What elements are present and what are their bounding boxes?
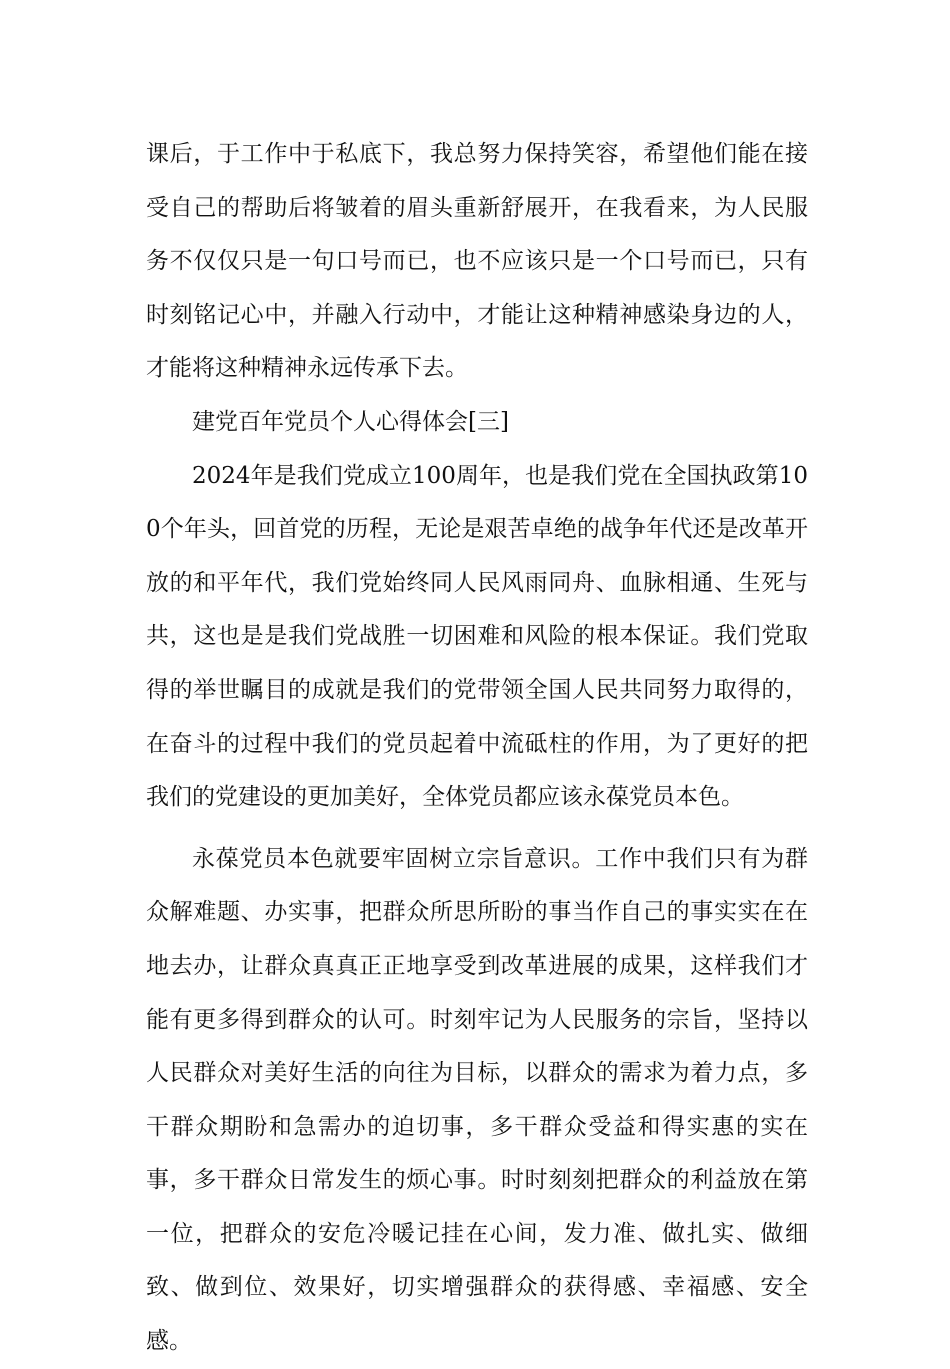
section-heading: 建党百年党员个人心得体会[三] [192, 408, 509, 435]
document-page [146, 128, 808, 1369]
paragraph-continuation: 课后，于工作中于私底下，我总努力保持笑容，希望他们能在接受自己的帮助后将皱着的眉头重新舒展开，在我看来，为人民服务不仅仅只是一句口号而已，也不应该只是一个口号而已，只有时刻铭记心中，并融入行动中，才能让这种精神感染身边的人，才能将这种精神永远传承下去。 [146, 141, 808, 382]
paragraph-anniversary: 2024年是我们党成立100周年，也是我们党在全国执政第100个年头，回首党的历程，无论是艰苦卓绝的战争年代还是改革开放的和平年代，我们党始终同人民风雨同舟、血脉相通、生死与共，这也是是我们党战胜一切困难和风险的根本保证。我们党取得的举世瞩目的成就是我们的党带领全国人民共同努力取得的，在奋斗的过程中我们的党员起着中流砥柱的作用，为了更好的把我们的党建设的更加美好，全体党员都应该永葆党员本色。 [146, 462, 808, 811]
paragraph-purpose-awareness: 永葆党员本色就要牢固树立宗旨意识。工作中我们只有为群众解难题、办实事，把群众所思所盼的事当作自己的事实实在在地去办，让群众真真正正地享受到改革进展的成果，这样我们才能有更多得到群众的认可。时刻牢记为人民服务的宗旨，坚持以人民群众对美好生活的向往为目标，以群众的需求为着力点，多干群众期盼和急需办的迫切事，多干群众受益和得实惠的实在事，多干群众日常发生的烦心事。时时刻刻把群众的利益放在第一位，把群众的安危冷暖记挂在心间，发力准、做扎实、做细致、做到位、效果好，切实增强群众的获得感、幸福感、安全感。 [146, 845, 808, 1355]
